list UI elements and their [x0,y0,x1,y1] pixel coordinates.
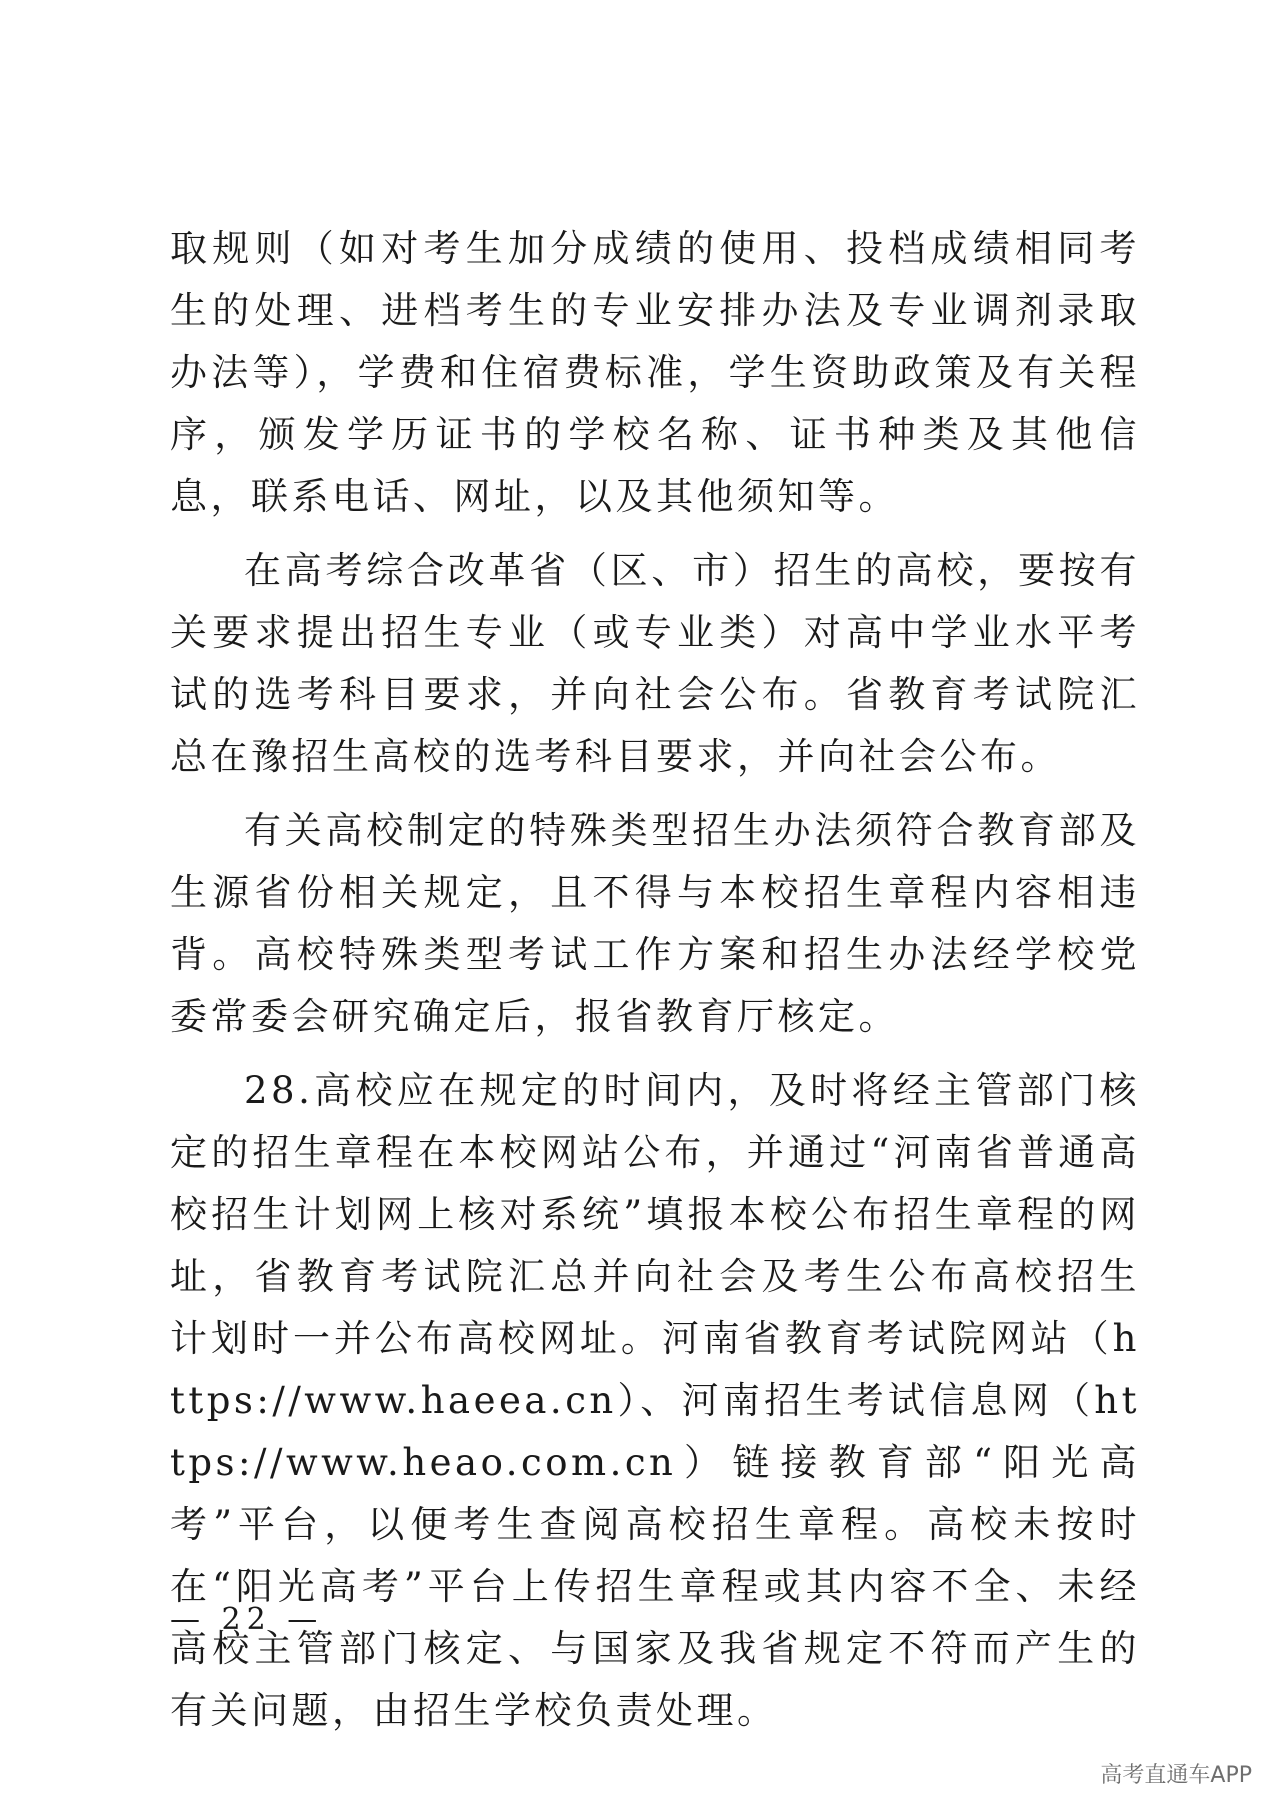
paragraph-admission-rules: 取规则（如对考生加分成绩的使用、投档成绩相同考生的处理、进档考生的专业安排办法及专业调剂录取办法等），学费和住宿费标准，学生资助政策及有关程序，颁发学历证书的学校名称、证书种类及其他信息，联系电话、网址，以及其他须知等。 [170,227,1140,518]
page-number: — 22 — [170,1602,324,1637]
paragraph-subject-requirements: 在高考综合改革省（区、市）招生的高校，要按有关要求提出招生专业（或专业类）对高中学业水平考试的选考科目要求，并向社会公布。省教育考试院汇总在豫招生高校的选考科目要求，并向社会公布。 [170,549,1140,778]
document-body [170,218,1140,1742]
paragraph-article-28: 28.高校应在规定的时间内，及时将经主管部门核定的招生章程在本校网站公布，并通过“河南省普通高校招生计划网上核对系统”填报本校公布招生章程的网址，省教育考试院汇总并向社会及考生公布高校招生计划时一并公布高校网址。河南省教育考试院网站（https://www.haeea.cn）、河南招生考试信息网（https://www.heao.com.cn）链接教育部“阳光高考”平台，以便考生查阅高校招生章程。高校未按时在“阳光高考”平台上传招生章程或其内容不全、未经高校主管部门核定、与国家及我省规定不符而产生的有关问题，由招生学校负责处理。 [170,1069,1140,1732]
paragraph-special-admissions: 有关高校制定的特殊类型招生办法须符合教育部及生源省份相关规定，且不得与本校招生章程内容相违背。高校特殊类型考试工作方案和招生办法经学校党委常委会研究确定后，报省教育厅核定。 [170,809,1140,1038]
watermark-logo-text: 高考直通车APP [1100,1763,1252,1788]
